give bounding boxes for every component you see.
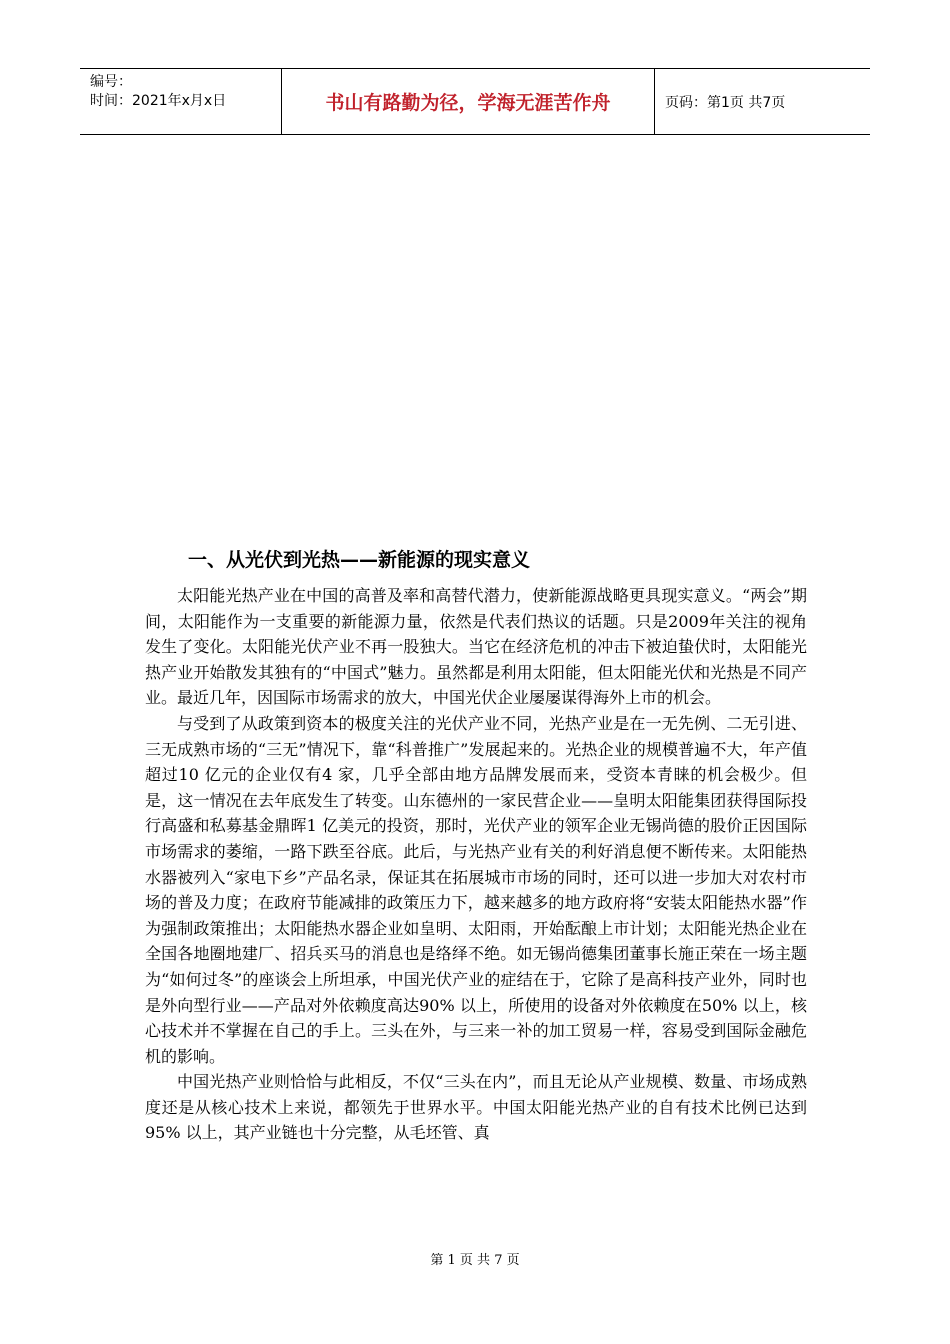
paragraph: 与受到了从政策到资本的极度关注的光伏产业不同，光热产业是在一无先例、二无引进、三无成熟市场的“三无”情况下，靠“科普推广”发展起来的。光热企业的规模普遍不大，年产值超过10 亿元的企业仅有4 家，几乎全部由地方品牌发展而来，受资本青睐的机会极少。但是，这一情况在去年底发生了转变。山东德州的一家民营企业——皇明太阳能集团获得国际投行高盛和私募基金鼎晖1 亿美元的投资，那时，光伏产业的领军企业无锡尚德的股价正因国际市场需求的萎缩，一路下跌至谷底。此后，与光热产业有关的利好消息便不断传来。太阳能热水器被列入“家电下乡”产品名录，保证其在拓展城市市场的同时，还可以进一步加大对农村市场的普及力度；在政府节能减排的政策压力下，越来越多的地方政府将“安装太阳能热水器”作为强制政策推出；太阳能热水器企业如皇明、太阳雨，开始酝酿上市计划；太阳能光热企业在全国各地圈地建厂、招兵买马的消息也是络绎不绝。如无锡尚德集团董事长施正荣在一场主题为“如何过冬”的座谈会上所坦承，中国光伏产业的症结在于，它除了是高科技产业外，同时也是外向型行业——产品对外依赖度高达90% 以上，所使用的设备对外依赖度在50% 以上，核心技术并不掌握在自己的手上。三头在外，与三来一补的加工贸易一样，容易受到国际金融危机的影响。	[145, 713, 807, 1066]
paragraph: 太阳能光热产业在中国的高普及率和高替代潜力，使新能源战略更具现实意义。“两会”期间，太阳能作为一支重要的新能源力量，依然是代表们热议的话题。只是2009年关注的视角发生了变化。太阳能光伏产业不再一股独大。当它在经济危机的冲击下被迫蛰伏时，太阳能光热产业开始散发其独有的“中国式”魅力。虽然都是利用太阳能，但太阳能光伏和光热是不同产业。最近几年，因国际市场需求的放大，中国光伏企业屡屡谋得海外上市的机会。	[145, 586, 807, 708]
document-header	[80, 68, 870, 135]
page-footer: 第 1 页 共 7 页	[430, 1253, 520, 1268]
header-meta	[80, 69, 281, 134]
section-heading: 一、从光伏到光热——新能源的现实意义	[188, 549, 531, 571]
header-page-number: 页码：第1页 共7页	[665, 94, 786, 111]
paragraph: 中国光热产业则恰恰与此相反，不仅“三头在内”，而且无论从产业规模、数量、市场成熟度还是从核心技术上来说，都领先于世界水平。中国太阳能光热产业的自有技术比例已达到95% 以上，其产业链也十分完整，从毛坯管、真	[145, 1072, 807, 1143]
document-number-label: 编号：	[90, 74, 132, 90]
body-text	[145, 583, 807, 1146]
document-time-label: 时间：2021年x月x日	[90, 93, 227, 109]
header-motto: 书山有路勤为径，学海无涯苦作舟	[281, 69, 655, 134]
